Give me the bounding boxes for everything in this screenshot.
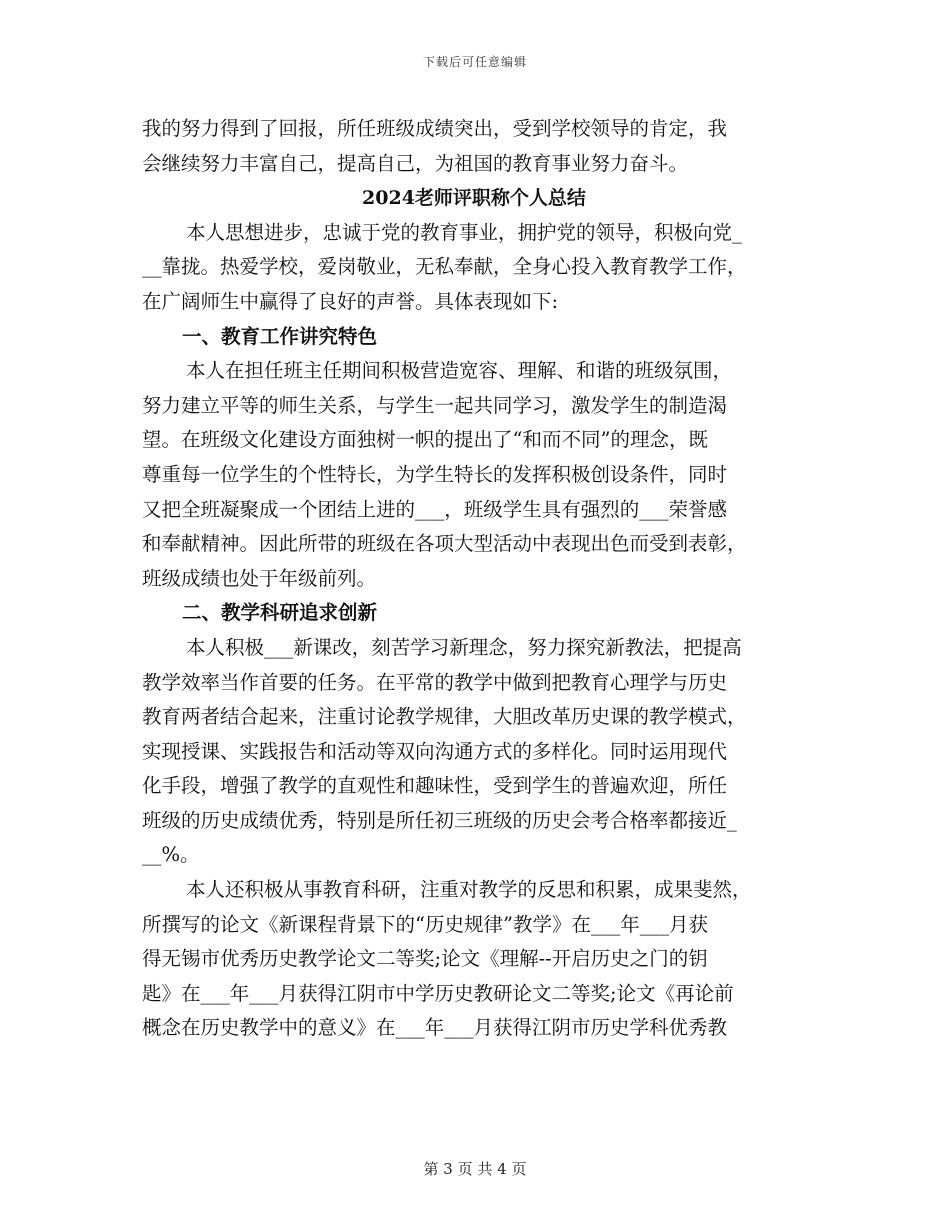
body-line: 教育两者结合起来，注重讨论教学规律，大胆改革历史课的教学模式， <box>142 705 747 729</box>
paragraph-first-line: 本人在担任班主任期间积极营造宽容、理解、和谐的班级氛围， <box>186 359 733 383</box>
body-line: 化手段，增强了教学的直观性和趣味性，受到学生的普遍欢迎，所任 <box>142 774 728 798</box>
paragraph-first-line: 本人思想进步，忠诚于党的教育事业，拥护党的领导，积极向党_ <box>186 220 742 244</box>
body-line: 教学效率当作首要的任务。在平常的教学中做到把教育心理学与历史 <box>142 670 728 694</box>
body-line: 匙》在___年___月获得江阴市中学历史教研论文二等奖;论文《再论前 <box>142 981 734 1005</box>
body-line: __%。 <box>142 843 200 867</box>
section-heading: 一、教育工作讲究特色 <box>182 324 378 348</box>
body-line: 实现授课、实践报告和活动等双向沟通方式的多样化。同时运用现代 <box>142 739 728 763</box>
body-line: 班级的历史成绩优秀，特别是所任初三班级的历史会考合格率都接近_ <box>142 808 737 832</box>
section-heading: 二、教学科研追求创新 <box>182 601 378 625</box>
body-line: 尊重每一位学生的个性特长，为学生特长的发挥积极创设条件，同时 <box>142 462 728 486</box>
body-line: 所撰写的论文《新课程背景下的“历史规律”教学》在___年___月获 <box>142 912 708 936</box>
body-line: 班级成绩也处于年级前列。 <box>142 566 377 590</box>
body-line: __靠拢。热爱学校，爱岗敬业，无私奉献，全身心投入教育教学工作， <box>142 255 747 279</box>
paragraph-first-line: 本人积极___新课改，刻苦学习新理念，努力探究新教法，把提高 <box>186 635 742 659</box>
page-header-note: 下载后可任意编辑 <box>422 55 527 69</box>
paragraph-first-line: 本人还积极从事教育科研，注重对教学的反思和积累，成果斐然， <box>186 878 752 902</box>
body-line: 会继续努力丰富自己，提高自己，为祖国的教育事业努力奋斗。 <box>142 151 689 175</box>
body-line: 又把全班凝聚成一个团结上进的___，班级学生具有强烈的___荣誉感 <box>142 497 728 521</box>
body-line: 望。在班级文化建设方面独树一帜的提出了“和而不同”的理念，既 <box>142 428 708 452</box>
document-title: 2024老师评职称个人总结 <box>362 187 586 210</box>
body-line: 得无锡市优秀历史教学论文二等奖;论文《理解--开启历史之门的钥 <box>142 947 708 971</box>
body-line: 我的努力得到了回报，所任班级成绩突出，受到学校领导的肯定，我 <box>142 117 728 140</box>
document-body <box>142 112 806 1046</box>
body-line: 和奉献精神。因此所带的班级在各项大型活动中表现出色而受到表彰， <box>142 532 747 556</box>
page-number: 第 3 页 共 4 页 <box>423 1160 527 1178</box>
body-line: 在广阔师生中赢得了良好的声誉。具体表现如下: <box>142 289 559 313</box>
body-line: 概念在历史教学中的意义》在___年___月获得江阴市历史学科优秀教 <box>142 1016 728 1040</box>
body-line: 努力建立平等的师生关系，与学生一起共同学习，激发学生的制造渴 <box>142 393 728 417</box>
